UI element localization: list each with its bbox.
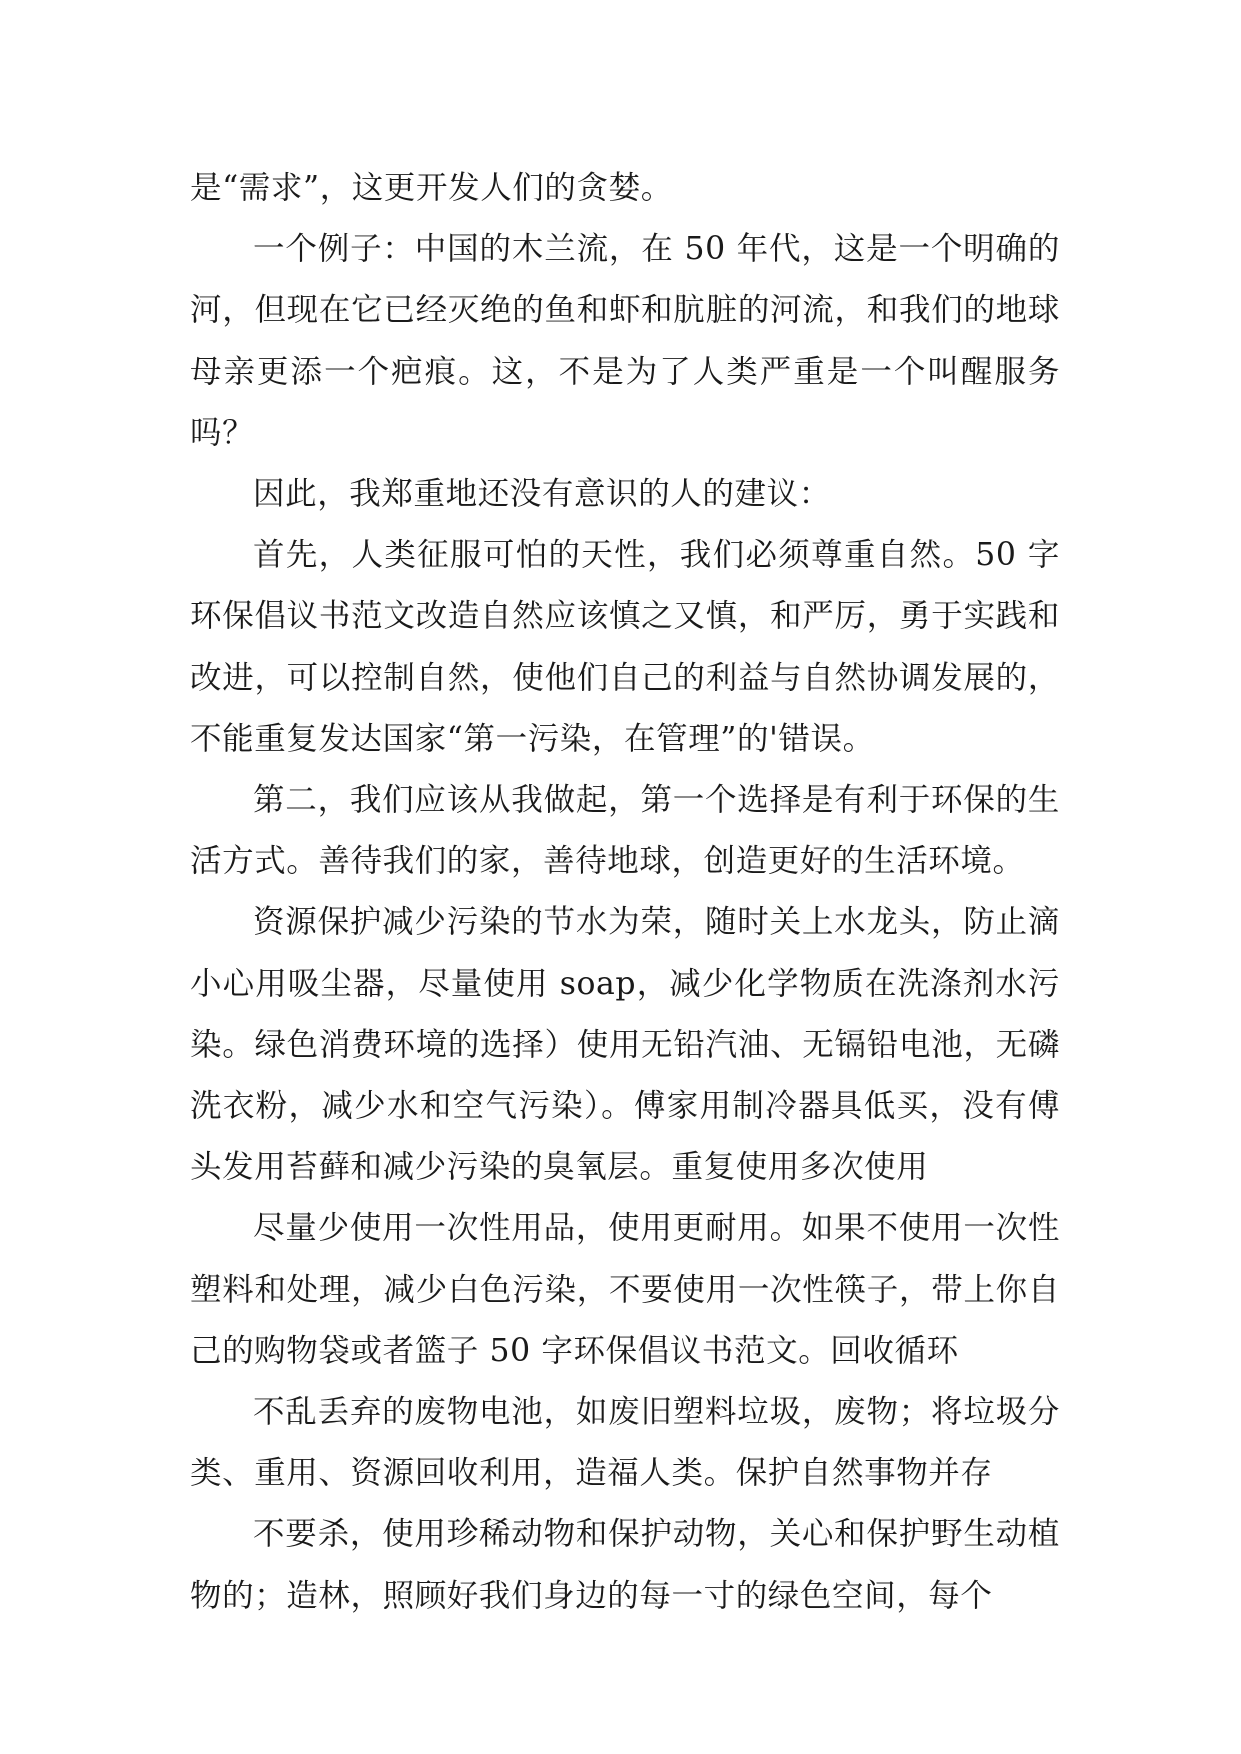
paragraph-6: 资源保护减少污染的节水为荣，随时关上水龙头，防止滴小心用吸尘器，尽量使用 soap，减少化学物质在洗涤剂水污染。绿色消费环境的选择）使用无铅汽油、无镉铅电池，无磷洗衣粉，减少水和空气污染）。傅家用制冷器具低买，没有傅头发用苔藓和减少污染的臭氧层。重复使用多次使用	[190, 904, 1060, 1186]
paragraph-4: 首先，人类征服可怕的天性，我们必须尊重自然。50 字环保倡议书范文改造自然应该慎之又慎，和严厉，勇于实践和改进，可以控制自然，使他们自己的利益与自然协调发展的，不能重复发达国家“第一污染，在管理”的'错误。	[190, 537, 1060, 757]
paragraph-8: 不乱丢弃的废物电池，如废旧塑料垃圾，废物；将垃圾分类、重用、资源回收利用，造福人类。保护自然事物并存	[190, 1394, 1060, 1492]
paragraph-1: 是“需求”，这更开发人们的贪婪。	[190, 170, 673, 206]
body-text	[190, 158, 1060, 1627]
paragraph-5: 第二，我们应该从我做起，第一个选择是有利于环保的生活方式。善待我们的家，善待地球，创造更好的生活环境。	[190, 782, 1060, 880]
paragraph-2: 一个例子：中国的木兰流，在 50 年代，这是一个明确的河，但现在它已经灭绝的鱼和虾和肮脏的河流，和我们的地球母亲更添一个疤痕。这，不是为了人类严重是一个叫醒服务吗？	[190, 231, 1060, 451]
paragraph-9: 不要杀，使用珍稀动物和保护动物，关心和保护野生动植物的；造林，照顾好我们身边的每一寸的绿色空间，每个	[190, 1516, 1060, 1614]
paragraph-3: 因此，我郑重地还没有意识的人的建议：	[253, 476, 831, 513]
paragraph-7: 尽量少使用一次性用品，使用更耐用。如果不使用一次性塑料和处理，减少白色污染，不要使用一次性筷子，带上你自己的购物袋或者篮子 50 字环保倡议书范文。回收循环	[190, 1210, 1060, 1369]
